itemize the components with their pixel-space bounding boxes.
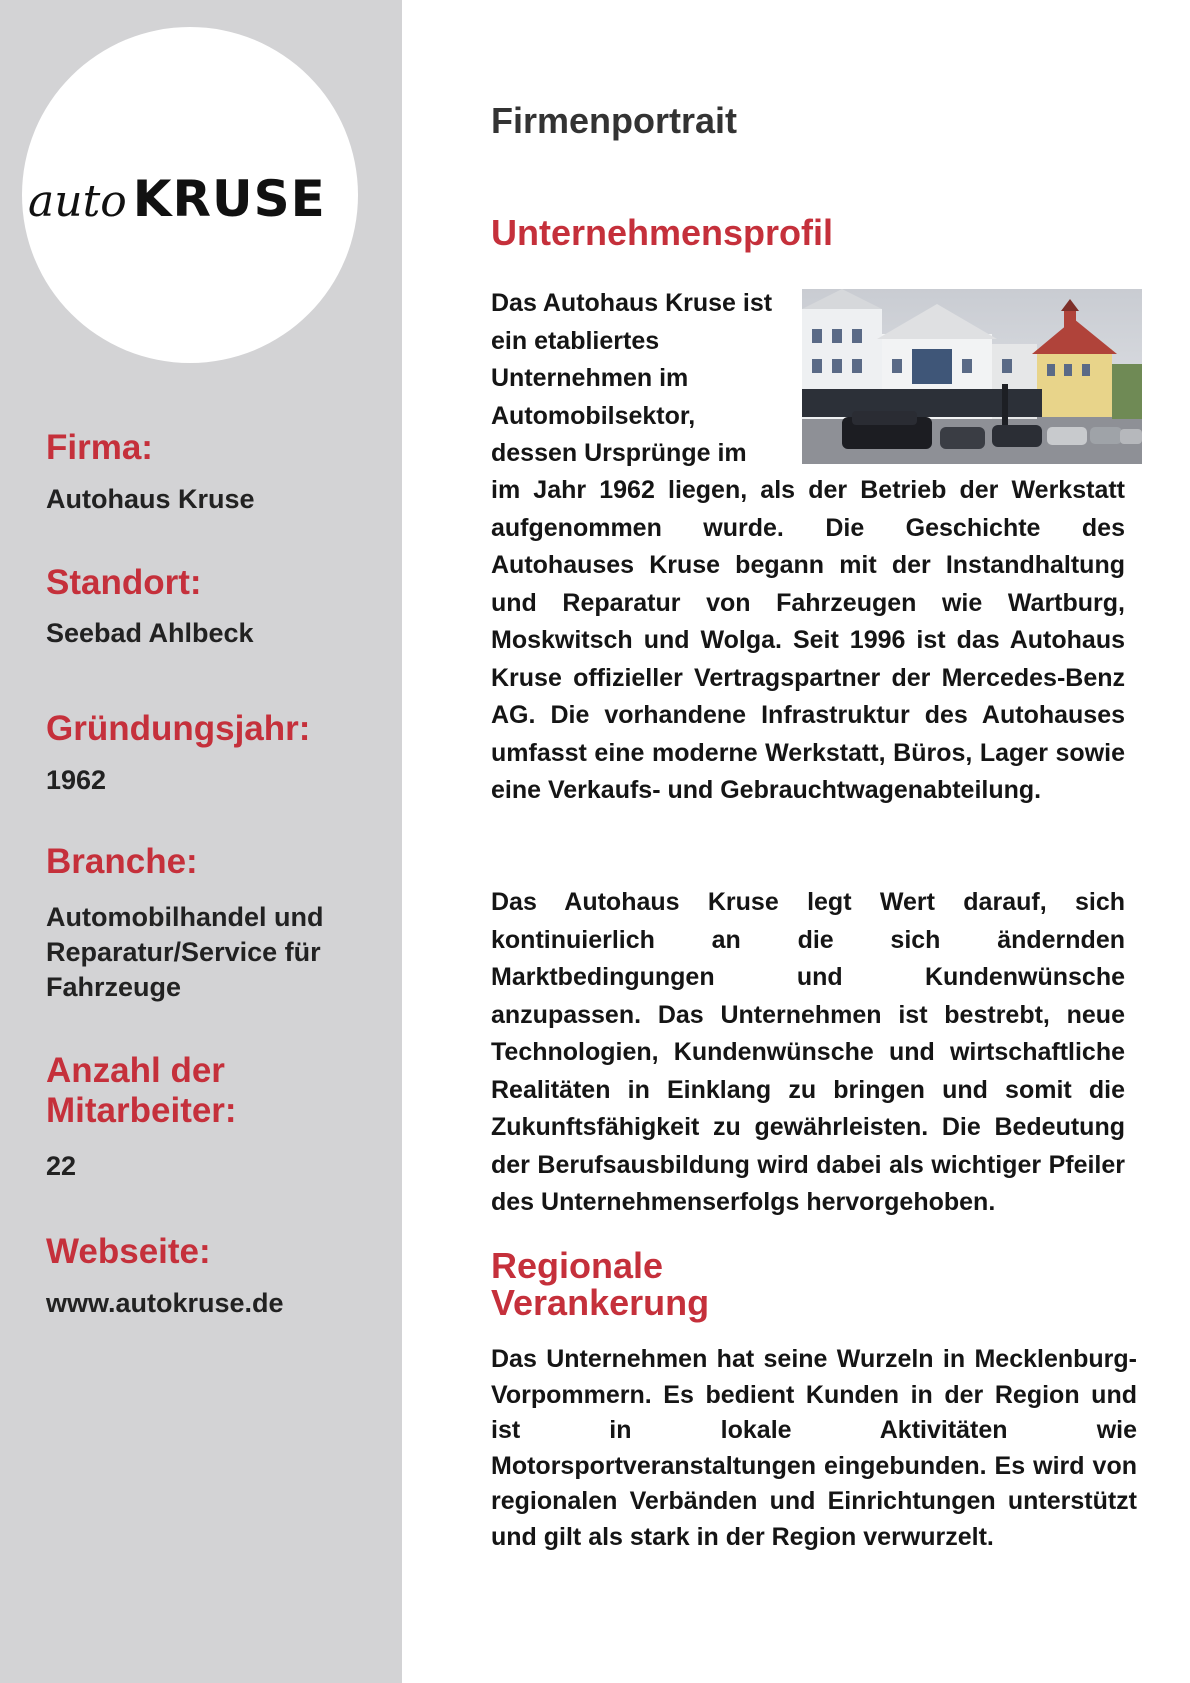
- branche-block: [46, 842, 376, 1005]
- page-title: Firmenportrait: [491, 100, 738, 141]
- profil-paragraph-1: im Jahr 1962 liegen, als der Betrieb der Werkstatt aufgenommen wurde. Die Geschichte des Autohauses Kruse begann mit der Instandhaltung und Reparatur von Fahrzeugen wie Wartburg, Moskwitsch und Wolga. Seit 1996 ist das Autohaus Kruse offizieller Vertragspartner der Mercedes-Benz AG. Die vorhandene Infrastruktur des Autohauses umfasst eine moderne Werkstatt, Büros, Lager sowie eine Verkaufs- und Gebrauchtwagenabteilung.: [491, 476, 1125, 804]
- intro-line-2: ein etabliertes: [491, 326, 660, 355]
- profil-intro: [491, 285, 791, 473]
- gruendungsjahr-value: 1962: [46, 765, 107, 795]
- webseite-value[interactable]: www.autokruse.de: [46, 1288, 284, 1318]
- firma-label: Firma:: [46, 428, 153, 467]
- mitarbeiter-block: [46, 1051, 376, 1184]
- profil-paragraph-2: Das Autohaus Kruse legt Wert darauf, sich kontinuierlich an die sich ändernden Marktbedingungen und Kundenwünsche anzupassen. Das Unternehmen ist bestrebt, neue Technologien, Kundenwünsche und wirtschaftliche Realitäten in Einklang zu bringen und somit die Zukunftsfähigkeit zu gewährleisten. Die Bedeutung der Berufsausbildung wird dabei als wichtiger Pfeiler des Unternehmenserfolgs hervorgehoben.: [491, 888, 1125, 1216]
- standort-value: Seebad Ahlbeck: [46, 618, 254, 648]
- mitarbeiter-label-line2: Mitarbeiter:: [46, 1091, 237, 1130]
- regional-paragraph: Das Unternehmen hat seine Wurzeln in Mecklenburg-Vorpommern. Es bedient Kunden in der Region und ist in lokale Aktivitäten wie Motorsportveranstaltungen eingebunden. Es wird von regionalen Verbänden und Einrichtungen unterstützt und gilt als stark in der Region verwurzelt.: [491, 1345, 1137, 1551]
- mitarbeiter-value: 22: [46, 1151, 77, 1181]
- branche-label: Branche:: [46, 842, 198, 881]
- webseite-label: Webseite:: [46, 1232, 211, 1271]
- mitarbeiter-label-line1: Anzahl der: [46, 1051, 225, 1090]
- webseite-block: [46, 1232, 376, 1321]
- intro-line-3: Unternehmen im: [491, 364, 689, 392]
- logo-kruse-text: KRUSE: [132, 170, 326, 228]
- regional-heading-line1: Regionale: [491, 1245, 664, 1286]
- branche-value-line2: Reparatur/Service für: [46, 937, 321, 967]
- gruendungsjahr-block: [46, 709, 376, 798]
- dealership-photo: [802, 289, 1142, 464]
- firma-value: Autohaus Kruse: [46, 484, 255, 514]
- branche-value-line1: Automobilhandel und: [46, 902, 324, 932]
- company-logo: [28, 170, 326, 228]
- profil-heading: Unternehmensprofil: [491, 212, 834, 253]
- standort-block: [46, 563, 376, 651]
- logo-auto-text: auto: [28, 176, 127, 227]
- standort-label: Standort:: [46, 563, 202, 602]
- intro-line-5: dessen Ursprünge im: [491, 439, 747, 467]
- regional-heading: [491, 1247, 709, 1321]
- firma-block: [46, 428, 376, 517]
- gruendungsjahr-label: Gründungsjahr:: [46, 709, 311, 748]
- intro-line-4: Automobilsektor,: [491, 401, 696, 430]
- regional-heading-line2: Verankerung: [491, 1282, 710, 1323]
- intro-line-1: Das Autohaus Kruse ist: [491, 289, 773, 317]
- branche-value-line3: Fahrzeuge: [46, 972, 182, 1002]
